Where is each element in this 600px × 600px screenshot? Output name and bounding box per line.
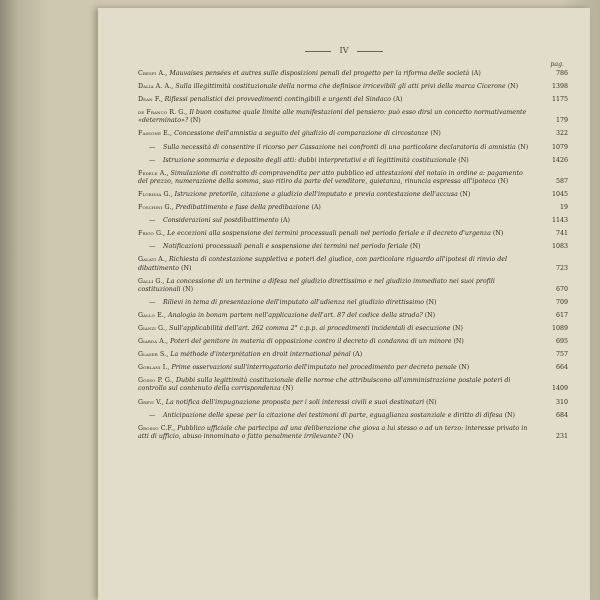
entry-title: Riflessi penalistici dei provvedimenti contingibili e urgenti del Sindaco xyxy=(162,96,393,104)
index-entry xyxy=(138,312,568,320)
entry-type-note: (A) xyxy=(352,351,363,359)
entry-title: Richiesta di contestazione suppletiva e poteri del giudice, con particolare riguardo all'ipotesi di rinvio del dibattimento xyxy=(138,256,508,272)
entry-page-number: 1083 xyxy=(551,243,568,251)
index-entry xyxy=(138,144,568,152)
index-entry xyxy=(138,109,568,125)
entry-page-number: 1409 xyxy=(551,385,568,393)
entry-type-note: (N) xyxy=(517,143,529,151)
entry-author: Gianzi G., xyxy=(138,324,168,332)
entry-author: Floridia G., xyxy=(138,190,173,198)
index-entry xyxy=(138,351,568,359)
index-entry xyxy=(138,425,568,441)
index-entry xyxy=(138,217,568,225)
entry-title: Predibattimento e fase della predibazione xyxy=(173,204,312,212)
entry-page-number: 709 xyxy=(555,298,568,306)
entry-author: Galli G., xyxy=(138,277,165,285)
entry-type-note: (N) xyxy=(459,190,471,198)
entry-type-note: (N) xyxy=(430,130,441,138)
entry-page-number: 322 xyxy=(555,130,568,138)
entry-author: Grevi V., xyxy=(138,398,164,406)
entry-type-note: (A) xyxy=(471,70,481,77)
entry-type-note: (N) xyxy=(182,285,194,293)
entry-title: Sulla illegittimità costituzionale della norma che definisce irricevibili gli atti privi della marca Cicerone xyxy=(173,83,508,91)
index-entry xyxy=(138,170,568,186)
index-entry xyxy=(138,157,568,165)
index-entry xyxy=(138,364,568,372)
entry-page-number: 1426 xyxy=(551,156,568,164)
index-entry xyxy=(138,325,568,333)
index-entry xyxy=(138,191,568,199)
entry-page-number: 664 xyxy=(555,364,568,372)
entry-author: Gorlani I., xyxy=(138,364,170,372)
entry-type-note: (N) xyxy=(342,432,354,440)
entry-title: Prime osservazioni sull'interrogatorio dell'imputato nel procedimento per decreto penale xyxy=(169,364,459,372)
index-entry xyxy=(138,230,568,238)
entry-type-note: (N) xyxy=(426,398,437,406)
entry-type-note: (N) xyxy=(492,230,504,238)
entry-page-number: 1079 xyxy=(551,143,568,151)
entry-title: Pubblico ufficiale che partecipa ad una deliberazione che giova a lui stesso o ad un terzo: interesse privato in atti di ufficio, abuso innominato o fatto penalmente irrilevante? xyxy=(138,424,528,440)
entry-author: — xyxy=(149,298,156,306)
entry-page-number: 741 xyxy=(555,230,568,238)
entry-author: Grosso C.F., xyxy=(138,424,176,432)
page-number-roman: IV xyxy=(339,46,349,55)
entry-title: Concessione dell'amnistia a seguito del giudizio di comparazione di circostanze xyxy=(172,130,431,138)
entry-type-note: (N) xyxy=(452,324,463,332)
entry-page-number: 587 xyxy=(555,177,568,185)
index-entry xyxy=(138,278,568,294)
entry-author: Fedele A., xyxy=(138,169,169,177)
entry-type-note: (N) xyxy=(410,243,421,251)
index-entries xyxy=(138,70,568,446)
entry-author: — xyxy=(149,156,156,164)
entry-title: Il buon costume quale limite alle manifestazioni del pensiero: può esso dirsi un concetto normativamente «determinato»? xyxy=(138,109,527,125)
entry-author: Dean F., xyxy=(138,96,163,104)
entry-author: — xyxy=(149,243,156,251)
entry-page-number: 1398 xyxy=(551,83,568,91)
entry-author: de Franco R. G., xyxy=(138,109,188,117)
index-entry xyxy=(138,377,568,393)
entry-page-number: 1143 xyxy=(551,217,568,225)
index-entry xyxy=(138,412,568,420)
entry-title: Sulla necessità di consentire il ricorso per Cassazione nei confronti di una particolare declaratoria di amnistia xyxy=(161,143,518,151)
entry-page-number: 786 xyxy=(555,70,568,77)
index-entry xyxy=(138,70,568,78)
entry-page-number: 19 xyxy=(559,204,568,212)
entry-title: Poteri del genitore in materia di opposizione contro il decreto di condanna di un minore xyxy=(168,338,454,346)
entry-type-note: (N) xyxy=(453,338,464,346)
index-entry xyxy=(138,204,568,212)
header-rule-left xyxy=(305,51,331,52)
entry-page-number: 1045 xyxy=(551,190,568,198)
entry-type-note: (N) xyxy=(497,177,509,185)
entry-title: La concessione di un termine a difesa nel giudizio direttissimo e nel giudizio immediato nei suoi profili costituzionali xyxy=(138,277,495,293)
entry-author: Crespi A., xyxy=(138,70,168,77)
entry-title: Mauvaises pensées et autres sulle disposizioni penali del progetto per la riforma delle società xyxy=(167,70,472,77)
entry-title: Dubbi sulla legittimità costituzionale delle norme che attribuiscono all'amministrazione postale poteri di controllo sul contenuto della corrispondenza xyxy=(138,377,511,393)
entry-author: Dalia A. A., xyxy=(138,83,174,91)
pag-column-label: pag. xyxy=(550,61,564,68)
entry-type-note: (A) xyxy=(311,204,321,212)
entry-type-note: (N) xyxy=(504,411,516,419)
entry-page-number: 695 xyxy=(555,338,568,346)
entry-type-note: (N) xyxy=(458,364,470,372)
header-rule-right xyxy=(357,51,383,52)
index-entry xyxy=(138,399,568,407)
entry-title: Anticipazione delle spese per la citazione dei testimoni di parte, eguaglianza sostanziale e diritto di difesa xyxy=(161,411,505,419)
entry-title: Le eccezioni alla sospensione dei termini processuali penali nel periodo feriale e il decreto d'urgenza xyxy=(165,230,493,238)
entry-author: Fassone E., xyxy=(138,130,173,138)
entry-author: Galati A., xyxy=(138,256,168,264)
entry-page-number: 1089 xyxy=(551,324,568,332)
index-entry xyxy=(138,299,568,307)
entry-page-number: 684 xyxy=(555,411,568,419)
entry-type-note: (N) xyxy=(180,264,192,272)
index-entry xyxy=(138,96,568,104)
entry-title: Considerazioni sul postdibattimento xyxy=(161,217,281,225)
entry-author: Gallo E., xyxy=(138,311,167,319)
entry-author: — xyxy=(149,411,156,419)
entry-title: Simulazione di contratto di compravendita per atto pubblico ed attestazioni del notaio in ordine a: pagamento del prezzo, numerazione della somma, suo ritiro da parte del venditore, quietanza, rinuncia espressa all'ipoteca xyxy=(138,169,523,185)
entry-page-number: 231 xyxy=(555,432,568,440)
index-entry xyxy=(138,243,568,251)
entry-type-note: (A) xyxy=(280,217,290,225)
entry-title: Analogia in bonam partem nell'applicazione dell'art. 87 del codice della strada? xyxy=(166,311,425,319)
entry-page-number: 179 xyxy=(555,117,568,125)
entry-title: Istruzione pretorile, citazione a giudizio dell'imputato e previa contestazione dell'accusa xyxy=(172,190,460,198)
entry-type-note: (N) xyxy=(507,83,519,91)
entry-title: La notifica dell'impugnazione proposta per i soli interessi civili e suoi destinatari xyxy=(163,398,427,406)
entry-title: Istruzione sommaria e deposito degli atti: dubbi interpretativi e di legittimità costituzionale xyxy=(161,156,459,164)
entry-page-number: 757 xyxy=(555,351,568,359)
index-entry xyxy=(138,338,568,346)
entry-page-number: 1175 xyxy=(551,96,568,104)
index-entry xyxy=(138,83,568,91)
entry-title: Sull'applicabilità dell'art. 262 comma 2° c.p.p. ai procedimenti incidentali di esecuzione xyxy=(167,324,453,332)
entry-page-number: 617 xyxy=(555,311,568,319)
entry-type-note: (N) xyxy=(458,156,469,164)
entry-author: Glaser S., xyxy=(138,351,169,359)
entry-type-note: (N) xyxy=(425,298,437,306)
entry-type-note: (A) xyxy=(392,96,403,104)
entry-author: Gosso P. G., xyxy=(138,377,174,385)
entry-page-number: 670 xyxy=(555,285,568,293)
entry-type-note: (N) xyxy=(424,311,436,319)
entry-type-note: (N) xyxy=(282,385,294,393)
entry-author: Giarda A., xyxy=(138,338,169,346)
page-header xyxy=(98,46,590,60)
index-entry xyxy=(138,256,568,272)
entry-author: — xyxy=(149,217,156,225)
entry-title: La méthode d'interprétation en droit international pénal xyxy=(168,351,353,359)
entry-author: — xyxy=(149,143,156,151)
entry-title: Notificazioni processuali penali e sospensione dei termini nel periodo feriale xyxy=(161,243,410,251)
entry-author: Frigo G., xyxy=(138,230,166,238)
entry-title: Rilievi in tema di presentazione dell'imputato all'udienza nel giudizio direttissimo xyxy=(161,298,426,306)
index-entry xyxy=(138,130,568,138)
entry-type-note: (N) xyxy=(190,117,201,125)
entry-page-number: 310 xyxy=(555,398,568,406)
entry-author: Foschini G., xyxy=(138,204,174,212)
entry-page-number: 723 xyxy=(555,264,568,272)
